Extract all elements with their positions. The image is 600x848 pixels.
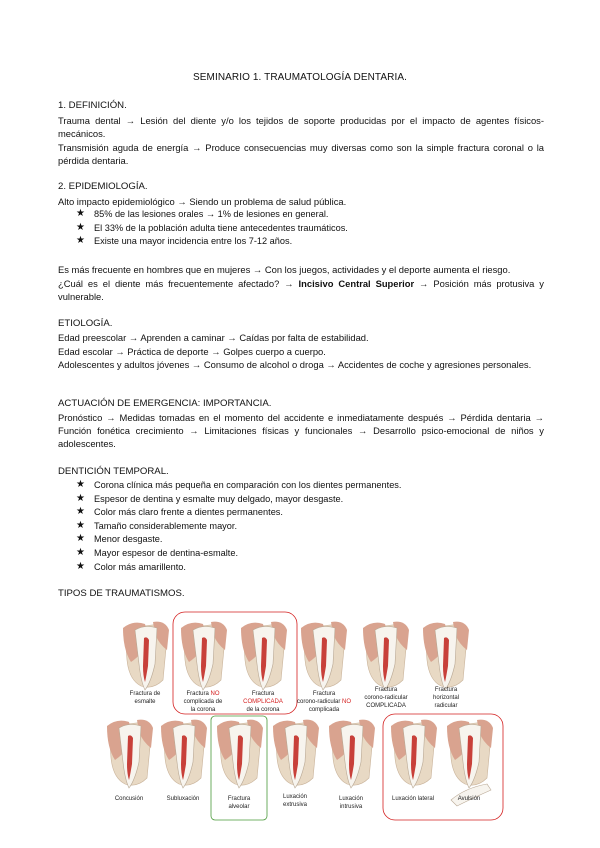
label-row1-4-l1: Fractura: [312, 691, 336, 697]
label-part-red: NO: [210, 691, 220, 697]
label-row2-4-l1: Luxación: [282, 794, 308, 800]
label-part: corono-radicular: [296, 699, 343, 705]
label-row1-5-l3: COMPLICADA: [366, 703, 406, 709]
label-row2-6: Luxación lateral: [391, 796, 435, 802]
answer-tail: → Posición más protusiva y vulnerable.: [58, 278, 544, 303]
label-row2-2: Subluxación: [166, 796, 200, 802]
label-row1-3-l2: COMPLICADA: [243, 699, 283, 705]
label-row1-2-l2: complicada de: [183, 699, 223, 705]
tooth-luxacion-intrusiva-image: [329, 720, 375, 788]
tooth-fractura-no-complicada-image: [181, 622, 227, 690]
tooth-avulsion-image: [447, 720, 493, 788]
tooth-fractura-horizontal-image: [423, 622, 469, 690]
list-item: ★ Corona clínica más pequeña en comparación con los dientes permanentes.: [76, 479, 401, 493]
label-row1-2-l1: [186, 691, 219, 697]
list-item: ★ Existe una mayor incidencia entre los 7-12 años.: [76, 235, 348, 249]
label-row2-1: Concusión: [114, 796, 144, 802]
list-item: ★ Menor desgaste.: [76, 533, 401, 547]
label-row1-3-l1: Fractura: [251, 691, 275, 697]
tooth-corono-radicular-complicada-image: [363, 622, 409, 690]
page-title: SEMINARIO 1. TRAUMATOLOGÍA DENTARIA.: [192, 72, 407, 83]
label-row1-1-l2: esmalte: [134, 699, 156, 705]
tooth-corono-radicular-no-complicada-image: [301, 622, 347, 690]
list-item: ★ El 33% de la población adulta tiene antecedentes traumáticos.: [76, 222, 348, 236]
epidemiologia-paragraph-3: [58, 277, 544, 303]
heading-denticion: DENTICIÓN TEMPORAL.: [58, 466, 169, 477]
label-row2-4-l2: extrusiva: [282, 802, 308, 808]
label-row2-5-l2: intrusiva: [339, 804, 363, 810]
heading-definicion: 1. DEFINICIÓN.: [58, 100, 127, 111]
label-row1-1-l1: Fractura de: [129, 691, 161, 697]
etiologia-line-2: Edad escolar → Práctica de deporte → Golpes cuerpo a cuerpo.: [58, 346, 326, 357]
label-row1-6-l3: radicular: [434, 703, 458, 709]
tooth-luxacion-extrusiva-image: [273, 720, 319, 788]
label-row1-6-l2: horizontal: [432, 695, 460, 701]
list-item: ★ Color más amarillento.: [76, 561, 401, 575]
list-item: ★ 85% de las lesiones orales → 1% de lesiones en general.: [76, 208, 348, 222]
label-row1-4-l2: [297, 699, 351, 705]
definicion-paragraph-1: Trauma dental → Lesión del diente y/o los tejidos de soporte producidas por el impacto de agentes físicos-mecánicos.: [58, 115, 544, 140]
label-row1-5-l2: corono-radicular: [364, 695, 408, 701]
actuacion-paragraph: Pronóstico → Medidas tomadas en el momento del accidente e inmediatamente después → Pérdida dentaria → Función fonética crecimiento → Limitaciones físicas y funcionales → Desarrollo psico-emocional de niños y adolescentes.: [58, 412, 544, 450]
list-item: ★ Color más claro frente a dientes permanentes.: [76, 506, 401, 520]
tooth-luxacion-lateral-image: [391, 720, 437, 788]
label-row1-5-l1: Fractura: [374, 687, 398, 693]
label-row1-2-l3: la corona: [190, 707, 216, 713]
list-item: ★ Espesor de dentina y esmalte muy delgado, mayor desgaste.: [76, 493, 401, 507]
etiologia-line-1: Edad preescolar → Aprenden a caminar → Caídas por falta de estabilidad.: [58, 332, 369, 343]
epidemiologia-list: [76, 208, 348, 249]
trauma-types-figure: [95, 608, 515, 823]
denticion-list: [76, 479, 401, 574]
label-row2-5-l1: Luxación: [338, 796, 364, 802]
heading-epidemiologia: 2. EPIDEMIOLOGÍA.: [58, 181, 148, 192]
question-text: ¿Cuál es el diente más frecuentemente afectado? →: [58, 278, 299, 289]
definicion-paragraph-2: Transmisión aguda de energía → Produce consecuencias muy diversas como son la simple fractura coronal o la pérdida dentaria.: [58, 142, 544, 167]
heading-actuacion: ACTUACIÓN DE EMERGENCIA: IMPORTANCIA.: [58, 398, 272, 409]
label-row2-7: Avulsión: [457, 796, 481, 802]
label-row2-3-l2: alveolar: [228, 804, 250, 810]
avulsed-tooth-icon: [451, 784, 491, 806]
heading-tipos: TIPOS DE TRAUMATISMOS.: [58, 588, 185, 599]
list-item: ★ Mayor espesor de dentina-esmalte.: [76, 547, 401, 561]
tooth-subluxacion-image: [161, 720, 207, 788]
label-row2-3-l1: Fractura: [227, 796, 251, 802]
epidemiologia-paragraph-2: Es más frecuente en hombres que en mujeres → Con los juegos, actividades y el deporte aumenta el riesgo.: [58, 264, 511, 275]
label-row1-6-l1: Fractura: [434, 687, 458, 693]
label-row1-4-l3: complicada: [308, 707, 340, 713]
label-row1-3-l3: de la corona: [246, 707, 280, 713]
heading-etiologia: ETIOLOGÍA.: [58, 318, 113, 329]
bold-answer: Incisivo Central Superior: [298, 278, 415, 289]
epidemiologia-paragraph-1: Alto impacto epidemiológico → Siendo un problema de salud pública.: [58, 196, 347, 207]
label-part-red: NO: [342, 699, 352, 705]
etiologia-line-3: Adolescentes y adultos jóvenes → Consumo de alcohol o droga → Accidentes de coche y agresiones personales.: [58, 359, 532, 370]
tooth-concusion-image: [107, 720, 153, 788]
label-part: Fractura: [186, 691, 211, 697]
tooth-fractura-alveolar-image: [217, 720, 263, 788]
tooth-fractura-complicada-image: [241, 622, 287, 690]
list-item: ★ Tamaño considerablemente mayor.: [76, 520, 401, 534]
tooth-fractura-esmalte-image: [123, 622, 169, 690]
